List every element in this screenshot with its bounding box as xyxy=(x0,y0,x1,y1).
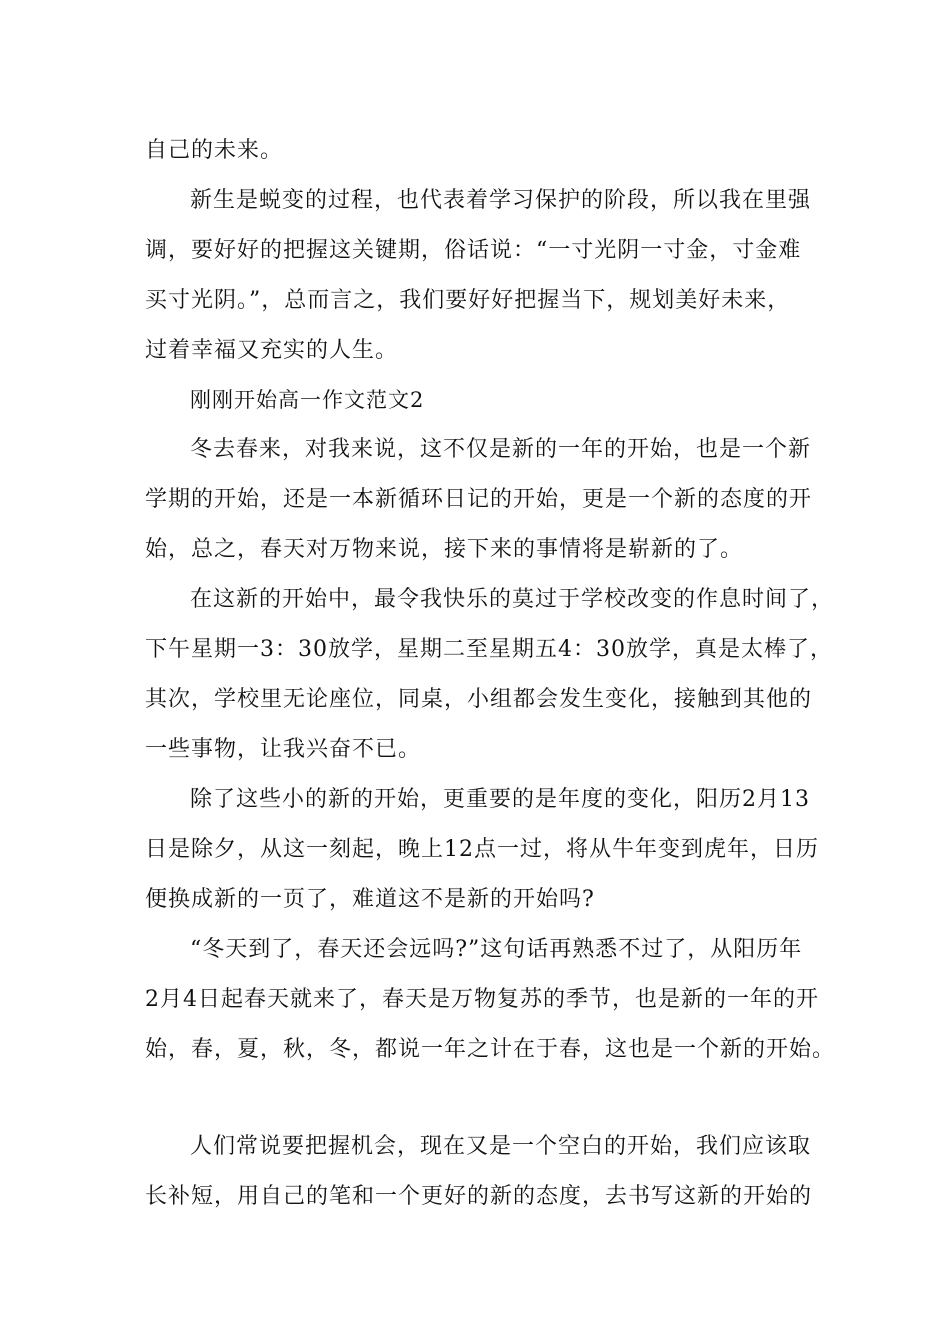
text-line: 长补短，用自己的笔和一个更好的新的态度，去书写这新的开始的 xyxy=(145,1184,813,1209)
text-line: 始，总之，春天对万物来说，接下来的事情将是崭新的了。 xyxy=(145,537,744,562)
paragraph-first-line: 人们常说要把握机会，现在又是一个空白的开始，我们应该取 xyxy=(190,1134,812,1159)
text-line: 其次，学校里无论座位，同桌，小组都会发生变化，接触到其他的 xyxy=(145,687,813,712)
text-line: 始，春，夏，秋，冬，都说一年之计在于春，这也是一个新的开始。 xyxy=(145,1037,836,1062)
text-line: 一些事物，让我兴奋不已。 xyxy=(145,737,422,762)
paragraph-first-line: 新生是蜕变的过程，也代表着学习保护的阶段，所以我在里强 xyxy=(190,188,812,213)
paragraph-first-line: 除了这些小的新的开始，更重要的是年度的变化，阳历2月13 xyxy=(190,787,810,812)
text-line: 学期的开始，还是一本新循环日记的开始，更是一个新的态度的开 xyxy=(145,487,813,512)
text-line: 自己的未来。 xyxy=(145,138,284,163)
text-line: 过着幸福又充实的人生。 xyxy=(145,338,399,363)
paragraph-first-line: 冬去春来，对我来说，这不仅是新的一年的开始，也是一个新 xyxy=(190,437,812,462)
paragraph-first-line: “冬天到了，春天还会远吗?”这句话再熟悉不过了，从阳历年 xyxy=(190,937,803,962)
text-line: 2月4日起春天就来了，春天是万物复苏的季节，也是新的一年的开 xyxy=(145,987,819,1012)
paragraph-first-line: 在这新的开始中，最令我快乐的莫过于学校改变的作息时间了， xyxy=(190,587,835,612)
text-line: 调，要好好的把握这关键期，俗话说：“一寸光阴一寸金，寸金难 xyxy=(145,238,802,263)
text-line: 下午星期一3：30放学，星期二至星期五4：30放学，真是太棒了， xyxy=(145,637,833,662)
text-line: 便换成新的一页了，难道这不是新的开始吗? xyxy=(145,887,595,912)
text-line: 买寸光阴。”，总而言之，我们要好好把握当下，规划美好未来， xyxy=(145,288,791,313)
section-heading: 刚刚开始高一作文范文2 xyxy=(190,388,425,412)
text-line: 日是除夕，从这一刻起，晚上12点一过，将从牛年变到虎年，日历 xyxy=(145,837,819,862)
